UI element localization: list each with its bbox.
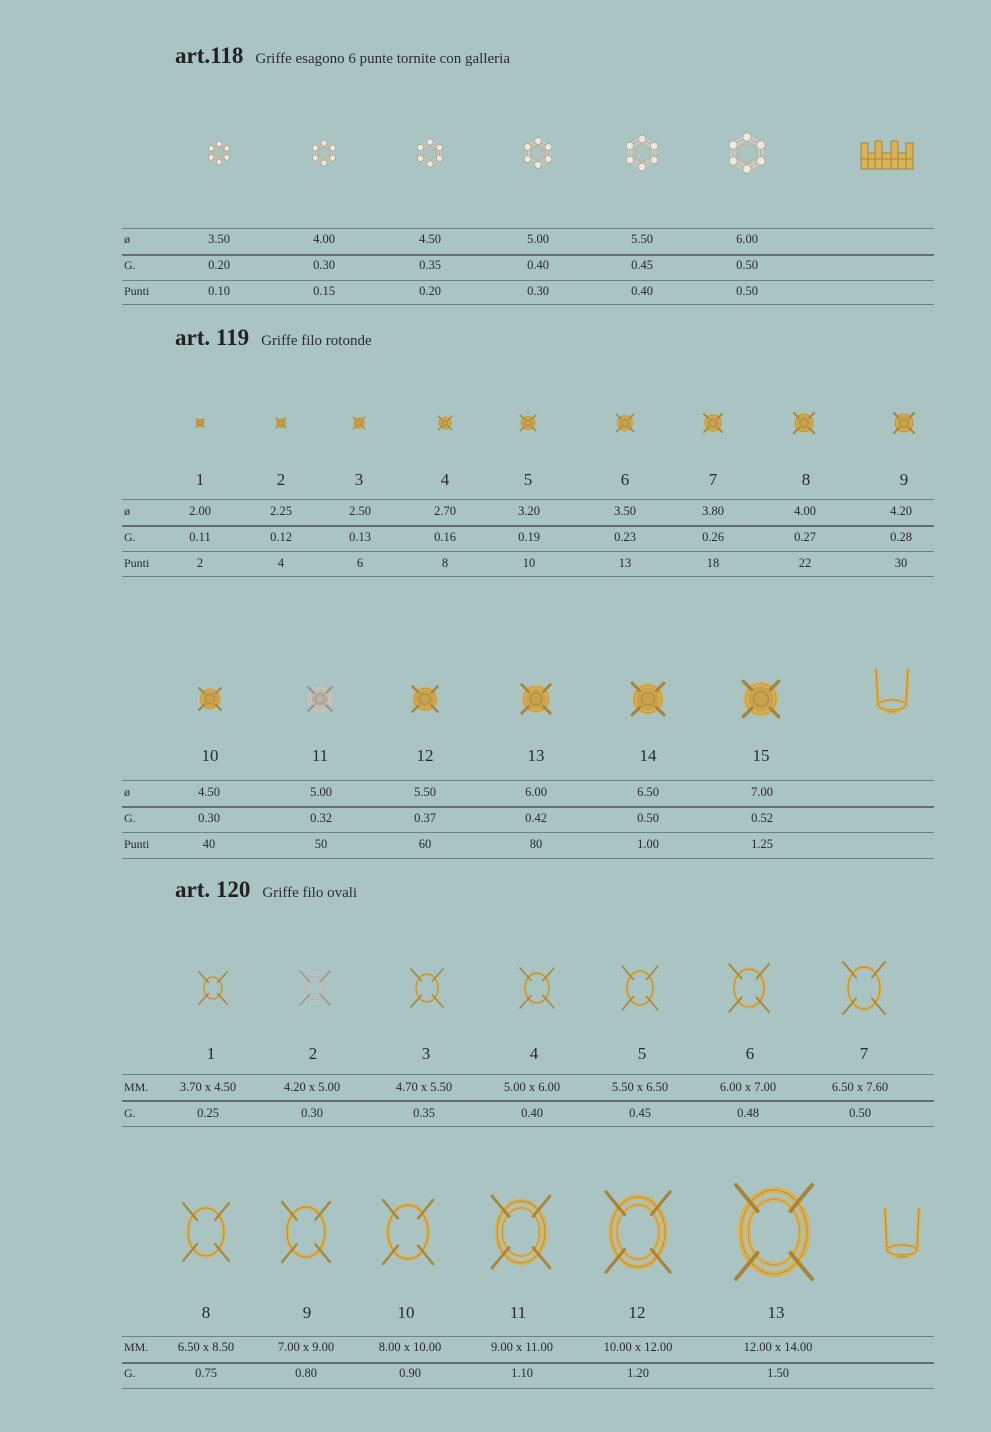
round-setting-icon: [192, 681, 228, 717]
art120-heading: [175, 877, 357, 903]
size-number: 10: [201, 746, 219, 765]
oval-setting-icon: [196, 969, 230, 1007]
row-label: Punti: [124, 837, 150, 851]
size-number: 14: [639, 746, 657, 765]
table-cell: 10.00 x 12.00: [603, 1340, 673, 1354]
table-cell: 6.00 x 7.00: [719, 1080, 777, 1094]
hex-setting-icon: [622, 133, 662, 173]
table-cell: 13: [618, 556, 632, 570]
table-rule: [122, 304, 934, 305]
table-cell: 0.16: [434, 530, 456, 544]
row-label: G.: [124, 1366, 136, 1380]
hex-setting-icon: [520, 135, 556, 171]
table-cell: 1.50: [767, 1366, 789, 1380]
table-cell: 0.45: [631, 258, 653, 272]
table-cell: 0.26: [702, 530, 724, 544]
table-rule: [122, 1074, 934, 1075]
table-cell: 0.30: [198, 811, 220, 825]
size-number: 11: [509, 1303, 527, 1322]
table-cell: 9.00 x 11.00: [490, 1340, 554, 1354]
table-rule: [122, 280, 934, 281]
table-cell: 1.25: [751, 837, 773, 851]
oval-setting-icon: [408, 966, 446, 1010]
oval-setting-icon: [297, 968, 333, 1008]
table-cell: 1.20: [627, 1366, 649, 1380]
table-rule: [122, 1336, 934, 1337]
size-number: 2: [308, 1044, 318, 1063]
table-cell: 0.35: [419, 258, 441, 272]
size-number: 1: [195, 470, 205, 489]
oval-setting-icon: [279, 1199, 333, 1265]
table-cell: 0.80: [295, 1366, 317, 1380]
art119-description: Griffe filo rotonde: [261, 333, 372, 349]
table-rule: [122, 499, 934, 500]
row-label: G.: [124, 811, 136, 825]
size-number: 15: [752, 746, 770, 765]
art118-heading: [175, 43, 510, 69]
table-cell: 2.70: [434, 504, 456, 518]
size-number: 8: [801, 470, 811, 489]
oval-setting-icon: [489, 1193, 553, 1271]
size-number: 8: [201, 1303, 211, 1322]
size-number: 7: [708, 470, 718, 489]
round-setting-icon: [432, 410, 458, 436]
table-cell: 0.52: [751, 811, 773, 825]
table-rule: [122, 551, 934, 552]
row-label: G.: [124, 530, 136, 544]
round-setting-icon: [270, 412, 292, 434]
table-cell: 1.00: [637, 837, 659, 851]
table-cell: 0.23: [614, 530, 636, 544]
round-setting-icon: [787, 406, 821, 440]
table-cell: 0.40: [521, 1106, 543, 1120]
table-cell: 0.50: [637, 811, 659, 825]
size-number: 12: [416, 746, 434, 765]
table-cell: 1.10: [511, 1366, 533, 1380]
table-cell: 6.50: [637, 785, 659, 799]
table-cell: 0.20: [419, 284, 441, 298]
table-cell: 0.28: [890, 530, 912, 544]
table-cell: 6.00: [736, 232, 758, 246]
table-cell: 3.50: [208, 232, 230, 246]
table-cell: 60: [418, 837, 432, 851]
round-setting-icon: [735, 673, 787, 725]
table-cell: 8.00 x 10.00: [378, 1340, 442, 1354]
table-cell: 7.00: [751, 785, 773, 799]
table-cell: 4.50: [419, 232, 441, 246]
row-label: G.: [124, 1106, 136, 1120]
row-label: Punti: [124, 284, 150, 298]
table-cell: 5.00: [310, 785, 332, 799]
table-cell: 10: [522, 556, 536, 570]
table-cell: 2.00: [189, 504, 211, 518]
size-number: 3: [354, 470, 364, 489]
table-cell: 80: [529, 837, 543, 851]
table-rule: [122, 858, 934, 859]
table-cell: 3.50: [614, 504, 636, 518]
table-cell: 0.25: [197, 1106, 219, 1120]
table-rule: [122, 1100, 934, 1102]
oval-setting-icon: [619, 963, 661, 1013]
round-setting-icon: [514, 677, 558, 721]
table-cell: 6.50 x 8.50: [177, 1340, 235, 1354]
size-number: 2: [276, 470, 286, 489]
round-setting-icon: [624, 675, 672, 723]
table-cell: 0.40: [631, 284, 653, 298]
table-cell: 0.75: [195, 1366, 217, 1380]
art120-description: Griffe filo ovali: [262, 885, 358, 901]
table-cell: 0.48: [737, 1106, 759, 1120]
table-cell: 50: [314, 837, 328, 851]
table-cell: 5.50: [631, 232, 653, 246]
table-cell: 4.20 x 5.00: [283, 1080, 341, 1094]
size-number: 4: [440, 470, 450, 489]
table-cell: 2.50: [349, 504, 371, 518]
table-rule: [122, 254, 934, 256]
size-number: 5: [637, 1044, 647, 1063]
table-cell: 0.19: [518, 530, 540, 544]
table-cell: 5.50: [414, 785, 436, 799]
hex-setting-icon: [308, 137, 340, 169]
table-cell: 4.00: [794, 504, 816, 518]
table-cell: 0.37: [414, 811, 436, 825]
size-number: 4: [529, 1044, 539, 1063]
table-rule: [122, 806, 934, 808]
table-rule: [122, 1362, 934, 1364]
row-label: ø: [124, 504, 130, 518]
oval-setting-icon: [517, 965, 557, 1011]
art118-description: Griffe esagono 6 punte tornite con galleria: [255, 51, 510, 67]
table-rule: [122, 576, 934, 577]
table-cell: 6.50 x 7.60: [831, 1080, 889, 1094]
table-rule: [122, 780, 934, 781]
table-cell: 5.00 x 6.00: [503, 1080, 561, 1094]
row-label: ø: [124, 232, 130, 246]
size-number: 10: [397, 1303, 415, 1322]
table-cell: 40: [202, 837, 216, 851]
table-cell: 0.30: [301, 1106, 323, 1120]
hex-setting-icon: [204, 138, 234, 168]
table-rule: [122, 832, 934, 833]
round-setting-icon: [887, 406, 921, 440]
size-number: 6: [620, 470, 630, 489]
gallery-side-view-icon: [857, 139, 917, 173]
table-cell: 0.30: [527, 284, 549, 298]
table-cell: 0.27: [794, 530, 816, 544]
table-cell: 4.00: [313, 232, 335, 246]
table-cell: 0.50: [736, 284, 758, 298]
row-label: MM.: [124, 1340, 149, 1354]
table-cell: 4.20: [890, 504, 912, 518]
oval-setting-icon: [380, 1197, 436, 1267]
table-cell: 0.10: [208, 284, 230, 298]
table-cell: 7.00 x 9.00: [277, 1340, 335, 1354]
round-setting-icon: [405, 679, 445, 719]
oval-setting-icon: [603, 1189, 673, 1275]
table-cell: 0.15: [313, 284, 335, 298]
table-cell: 6: [356, 556, 364, 570]
table-rule: [122, 525, 934, 527]
round-setting-icon: [347, 411, 371, 435]
table-cell: 4: [277, 556, 285, 570]
row-label: G.: [124, 258, 136, 272]
table-cell: 5.50 x 6.50: [611, 1080, 669, 1094]
oval-setting-icon: [840, 959, 888, 1017]
table-cell: 0.40: [527, 258, 549, 272]
size-number: 6: [745, 1044, 755, 1063]
oval-setting-icon: [180, 1200, 232, 1264]
table-cell: 0.45: [629, 1106, 651, 1120]
table-cell: 4.50: [198, 785, 220, 799]
hex-setting-icon: [725, 131, 769, 175]
size-number: 5: [523, 470, 533, 489]
table-cell: 3.20: [518, 504, 540, 518]
table-cell: 0.50: [736, 258, 758, 272]
art119-heading: [175, 325, 372, 351]
art120-code: art. 120: [175, 877, 251, 902]
size-number: 11: [311, 746, 329, 765]
art119-code: art. 119: [175, 325, 250, 350]
size-number: 12: [628, 1303, 646, 1322]
table-cell: 2.25: [270, 504, 292, 518]
table-cell: 0.90: [399, 1366, 421, 1380]
table-cell: 0.32: [310, 811, 332, 825]
table-cell: 4.70 x 5.50: [395, 1080, 453, 1094]
hex-setting-icon: [413, 136, 447, 170]
row-label: MM.: [124, 1080, 149, 1094]
size-number: 13: [767, 1303, 785, 1322]
round-setting-icon: [301, 680, 339, 718]
table-cell: 18: [706, 556, 720, 570]
table-cell: 0.35: [413, 1106, 435, 1120]
table-rule: [122, 1388, 934, 1389]
size-number: 3: [421, 1044, 431, 1063]
table-cell: 2: [196, 556, 204, 570]
row-label: Punti: [124, 556, 150, 570]
table-rule: [122, 1126, 934, 1127]
table-cell: 30: [894, 556, 908, 570]
oval-setting-icon: [726, 961, 772, 1015]
table-cell: 22: [798, 556, 812, 570]
size-number: 13: [527, 746, 545, 765]
table-cell: 12.00 x 14.00: [743, 1340, 813, 1354]
size-number: 9: [302, 1303, 312, 1322]
size-number: 9: [899, 470, 909, 489]
round-setting-icon: [610, 408, 640, 438]
table-cell: 0.11: [189, 530, 211, 544]
table-cell: 0.42: [525, 811, 547, 825]
table-cell: 0.30: [313, 258, 335, 272]
table-cell: 0.12: [270, 530, 292, 544]
size-number: 7: [859, 1044, 869, 1063]
table-cell: 0.20: [208, 258, 230, 272]
table-cell: 8: [441, 556, 449, 570]
round-setting-icon: [190, 413, 210, 433]
art118-code: art.118: [175, 43, 244, 68]
size-number: 1: [206, 1044, 216, 1063]
table-cell: 3.70 x 4.50: [179, 1080, 237, 1094]
row-label: ø: [124, 785, 130, 799]
table-rule: [122, 228, 934, 229]
round-setting-icon: [514, 409, 542, 437]
table-cell: 5.00: [527, 232, 549, 246]
round-setting-icon: [697, 407, 729, 439]
table-cell: 0.13: [349, 530, 371, 544]
basket-side-view-icon: [879, 1206, 929, 1266]
basket-side-view-icon: [870, 667, 918, 721]
table-cell: 6.00: [525, 785, 547, 799]
oval-setting-icon: [733, 1182, 815, 1282]
table-cell: 0.50: [849, 1106, 871, 1120]
table-cell: 3.80: [702, 504, 724, 518]
